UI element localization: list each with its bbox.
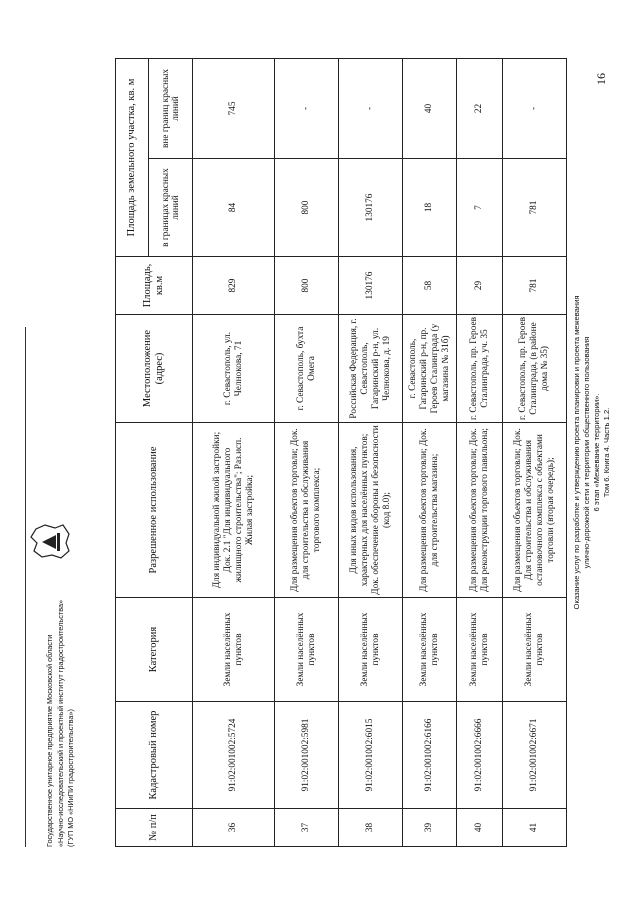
cell-location: г. Севастополь, пр. Героев Сталинграда, уч. 35 — [457, 315, 503, 423]
header-permitted-use: Разрешенное использование — [116, 423, 193, 598]
header-area: Площадь, кв.м — [116, 257, 193, 315]
header-line-3: 6 этап «Межевание территории». — [592, 393, 601, 512]
cell-category: Земли населённых пунктов — [193, 598, 275, 702]
cell-within: 800 — [275, 159, 339, 257]
header-location: Местоположение (адрес) — [116, 315, 193, 423]
cell-area: 800 — [275, 257, 339, 315]
cell-cadastral: 91:02:001002:6666 — [457, 702, 503, 809]
cell-cadastral: 91:02:001002:5724 — [193, 702, 275, 809]
land-parcels-table — [115, 58, 567, 847]
table-row — [339, 58, 403, 846]
cell-use: Для размещения объектов торговли; Док. для строительства и обслуживания торгового комплекса; — [275, 423, 339, 598]
cell-cadastral: 91:02:001002:5981 — [275, 702, 339, 809]
cell-outside: - — [339, 58, 403, 158]
table-header-row — [116, 58, 149, 846]
cell-outside: 745 — [193, 58, 275, 158]
cell-use: Для иных видов использования, характерных для населённых пунктов; Док. обеспечение обороны и безопасности (код 8.0); — [339, 423, 403, 598]
cell-use: Для индивидуальной жилой застройки; Док. 2.1 "Для индивидуального жилищного строительства"; Раз.исп. Жилая застройка; — [193, 423, 275, 598]
page-number: 16 — [594, 73, 608, 85]
table-row — [457, 58, 503, 846]
cell-cadastral: 91:02:001002:6015 — [339, 702, 403, 809]
cell-outside: 22 — [457, 58, 503, 158]
cell-num: 39 — [403, 809, 457, 847]
cell-outside: 40 — [403, 58, 457, 158]
cell-use: Для размещения объектов торговли; Док. Для строительства и обслуживания остановочного комплекса с объектами торговли (вторая очередь); — [503, 423, 567, 598]
cell-within: 7 — [457, 159, 503, 257]
footer — [45, 367, 77, 847]
cell-location: г. Севастополь, ул. Челнокова, 71 — [193, 315, 275, 423]
footer-divider — [25, 327, 26, 847]
cell-num: 37 — [275, 809, 339, 847]
header-outside-red: вне границ красных линий — [149, 58, 193, 158]
cell-cadastral: 91:02:001002:6671 — [503, 702, 567, 809]
cell-num: 40 — [457, 809, 503, 847]
header-line-2: улично-дорожной сети и территории общественного пользования — [582, 336, 591, 569]
cell-use: Для размещения объектов торговли; Док. для строительства магазина; — [403, 423, 457, 598]
cell-location: г. Севастополь, пр. Героев Сталинграда, (в районе дома № 35) — [503, 315, 567, 423]
cell-within: 18 — [403, 159, 457, 257]
table-row — [403, 58, 457, 846]
header-line-4: Том 6. Книга 4. Часть 1.2. — [602, 407, 611, 498]
cell-area: 29 — [457, 257, 503, 315]
cell-category: Земли населённых пунктов — [275, 598, 339, 702]
cell-outside: - — [275, 58, 339, 158]
header-parcel-area: Площадь земельного участка, кв. м — [116, 58, 149, 256]
cell-num: 36 — [193, 809, 275, 847]
cell-within: 781 — [503, 159, 567, 257]
footer-line-1: Государственное унитарное предприятие Московской области — [45, 634, 54, 847]
cell-category: Земли населённых пунктов — [457, 598, 503, 702]
table-row — [503, 58, 567, 846]
table-row — [275, 58, 339, 846]
cell-area: 58 — [403, 257, 457, 315]
cell-area: 130176 — [339, 257, 403, 315]
cell-outside: - — [503, 58, 567, 158]
header-num: № п/п — [116, 809, 193, 847]
cell-category: Земли населённых пунктов — [403, 598, 457, 702]
cell-location: Российская Федерация, г. Севастополь, Гагаринский р-н, ул. Челнокова, д. 19 — [339, 315, 403, 423]
header-within-red: в границах красных линий — [149, 159, 193, 257]
cell-category: Земли населённых пунктов — [339, 598, 403, 702]
cell-cadastral: 91:02:001002:6166 — [403, 702, 457, 809]
cell-category: Земли населённых пунктов — [503, 598, 567, 702]
cell-area: 781 — [503, 257, 567, 315]
cell-location: г. Севастополь, Гагаринский р-н, пр. Героев Сталинграда (у магазина № 31б) — [403, 315, 457, 423]
cell-use: Для размещения объектов торговли; Док. Для реконструкции торгового павильона; — [457, 423, 503, 598]
table-row — [193, 58, 275, 846]
cell-location: г. Севастополь, бухта Омега — [275, 315, 339, 423]
header-cadastral: Кадастровый номер — [116, 702, 193, 809]
cell-within: 84 — [193, 159, 275, 257]
header-line-1: Оказание услуг по разработке и утверждению проекта планировки и проекта межевания — [572, 295, 581, 610]
cell-num: 38 — [339, 809, 403, 847]
footer-line-3: (ГУП МО «НИиПИ градостроительства») — [66, 709, 75, 847]
header-category: Категория — [116, 598, 193, 702]
cell-within: 130176 — [339, 159, 403, 257]
footer-line-2: «Научно-исследовательский и проектный институт градостроительства» — [55, 599, 65, 847]
cell-num: 41 — [503, 809, 567, 847]
cell-area: 829 — [193, 257, 275, 315]
